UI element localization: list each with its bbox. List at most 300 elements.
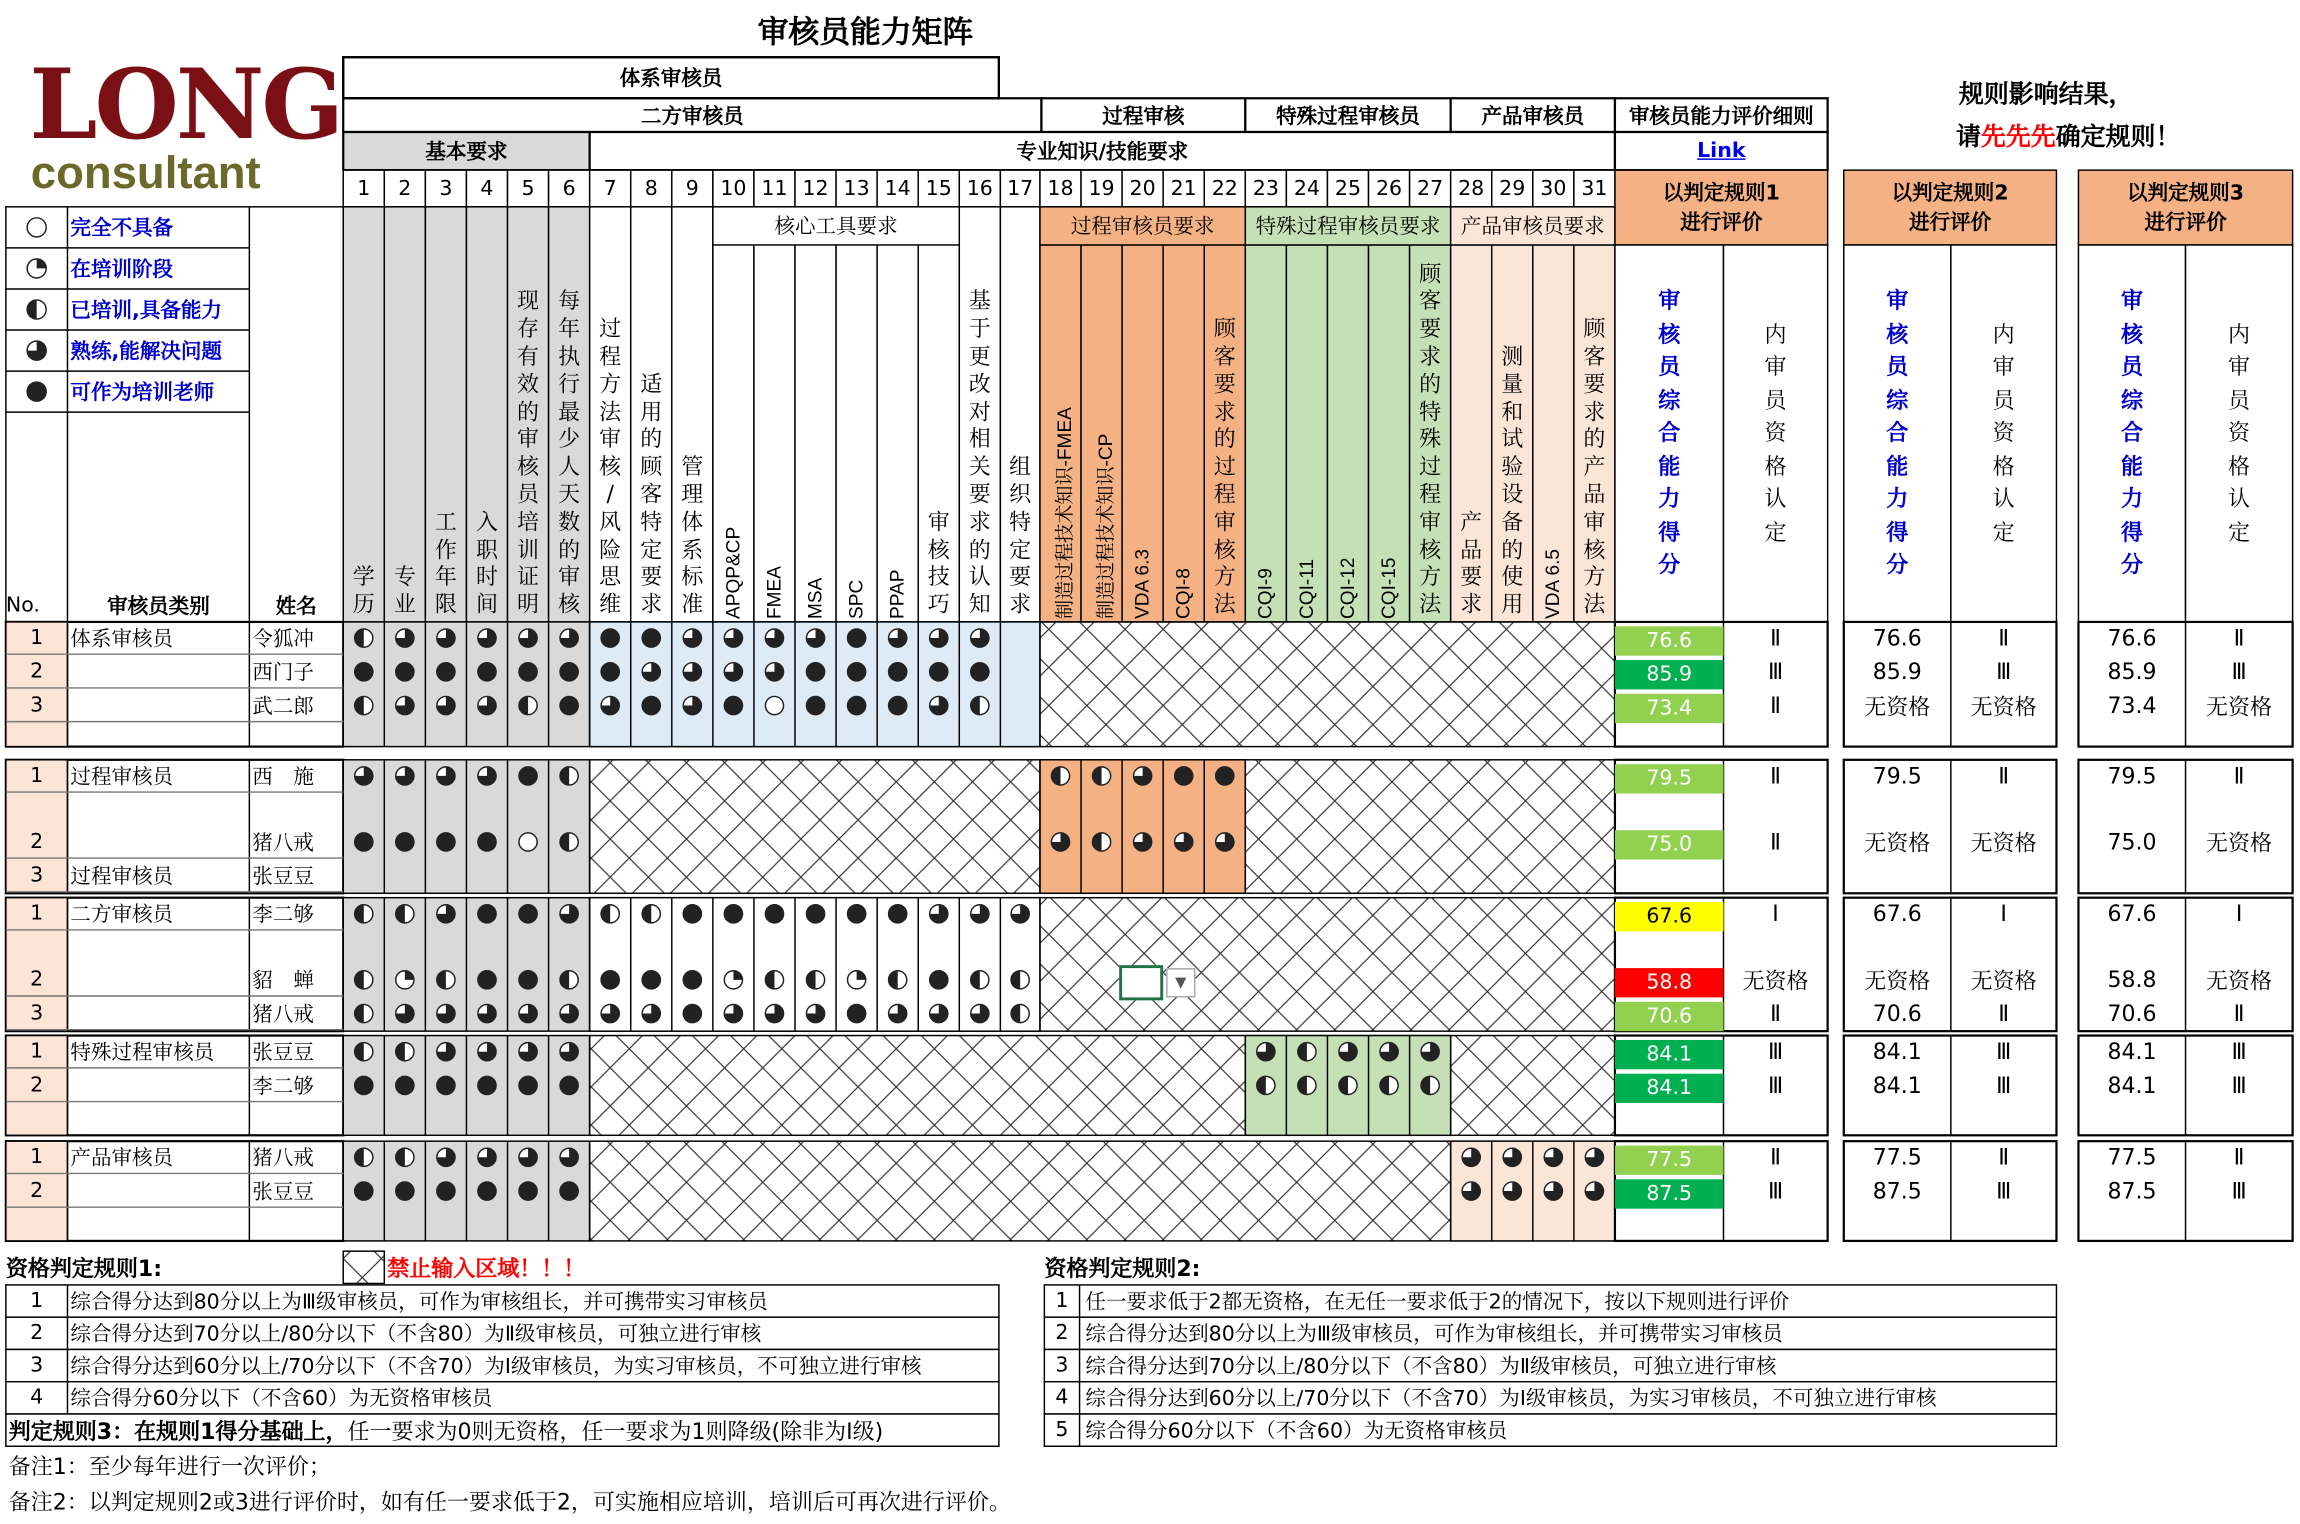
harvey-ball-icon: [724, 696, 742, 714]
harvey-ball-icon: [683, 663, 701, 681]
harvey-ball-icon: [889, 663, 907, 681]
harvey-ball-icon: [478, 1182, 496, 1200]
row-name: 猪八戒: [252, 831, 314, 856]
row-no: 3: [30, 863, 44, 888]
col-label-21: CQI-8: [1171, 568, 1194, 619]
col-number-20: 20: [1129, 176, 1156, 201]
harvey-ball-icon: [601, 905, 619, 923]
harvey-ball-icon: [806, 971, 824, 989]
rules1-title: 资格判定规则1:: [5, 1254, 162, 1282]
qual-value: [1723, 860, 1827, 892]
qual-value: Ⅲ: [1767, 1177, 1784, 1205]
harvey-ball-icon: [848, 629, 866, 647]
harvey-ball-icon: [930, 971, 948, 989]
rule2-score: 79.5: [1872, 762, 1922, 790]
score-value: 70.6: [1646, 1004, 1693, 1029]
rule1-num: 1: [30, 1289, 44, 1313]
rule3-qual: Ⅱ: [2233, 1000, 2245, 1027]
rule2-num: 2: [1055, 1321, 1069, 1346]
col-number-7: 7: [603, 176, 617, 201]
harvey-ball-icon: [396, 905, 414, 923]
harvey-ball-icon: [971, 905, 989, 923]
harvey-ball-icon: [437, 1043, 455, 1061]
harvey-ball-icon: [478, 1148, 496, 1166]
harvey-ball-icon: [1298, 1043, 1316, 1061]
legend-label-2: 已培训,具备能力: [70, 299, 222, 323]
harvey-ball-icon: [1011, 905, 1029, 923]
col-number-19: 19: [1088, 176, 1115, 201]
col-number-31: 31: [1581, 176, 1608, 201]
rule2-qual: [1951, 860, 2057, 892]
harvey-ball-icon: [724, 629, 742, 647]
col-label-15: 审 核 技 巧: [927, 508, 950, 618]
rule2-qual: 无资格: [1970, 967, 2037, 994]
col-number-21: 21: [1170, 176, 1197, 201]
harvey-ball-icon: [560, 663, 578, 681]
row-no: 1: [30, 902, 44, 926]
col-label-10: APQP&CP: [721, 526, 744, 619]
harvey-ball-icon: [1544, 1148, 1562, 1166]
rule2-qual: Ⅲ: [1996, 658, 2012, 685]
harvey-ball-icon: [765, 971, 783, 989]
col-number-30: 30: [1540, 176, 1567, 201]
row-category: [70, 656, 249, 688]
legend-harvey-icon-2: [27, 300, 46, 319]
qual-value: Ⅲ: [1767, 658, 1784, 685]
legend-harvey-icon-4: [27, 382, 46, 401]
harvey-ball-icon: [1421, 1076, 1439, 1094]
col-number-10: 10: [720, 176, 747, 201]
rule3-score: 85.9: [2107, 658, 2157, 685]
harvey-ball-icon: [396, 629, 414, 647]
harvey-ball-icon: [1380, 1043, 1398, 1061]
col-number-26: 26: [1375, 176, 1403, 201]
harvey-ball-icon: [519, 696, 537, 714]
company-logo: [26, 46, 342, 200]
qual-value: Ⅱ: [1770, 828, 1781, 856]
qual-value: Ⅲ: [1767, 1038, 1784, 1065]
logo-word-consultant: consultant: [30, 146, 261, 199]
rule3-score: 84.1: [2107, 1072, 2157, 1099]
harvey-ball-icon: [642, 629, 660, 647]
harvey-ball-icon: [396, 1182, 414, 1200]
harvey-ball-icon: [724, 905, 742, 923]
rule2-num: 3: [1055, 1353, 1069, 1378]
harvey-ball-icon: [355, 629, 373, 647]
rule3-qual: Ⅲ: [2231, 1038, 2247, 1065]
row-category: [70, 997, 249, 1029]
harvey-ball-icon: [601, 1004, 619, 1022]
rule2-score: 84.1: [1872, 1072, 1922, 1099]
rule2-score: 无资格: [1864, 829, 1931, 856]
harvey-ball-icon: [1421, 1043, 1439, 1061]
rule3-qual: 无资格: [2206, 967, 2273, 994]
row-no: 2: [30, 1073, 44, 1098]
col-number-3: 3: [439, 176, 453, 201]
rule2-qual: 无资格: [1970, 693, 2037, 720]
harvey-ball-icon: [478, 833, 496, 851]
notice-line2: 请 先先先 确定规则！: [1955, 122, 2181, 152]
col-label-11: FMEA: [762, 566, 785, 619]
rule1-text: 综合得分达到80分以上为Ⅲ级审核员，可作为审核组长，并可携带实习审核员: [70, 1290, 768, 1315]
score-col-header-label-3: 审 核 员 综 合 能 力 得 分: [2120, 287, 2143, 579]
rule2-num: 4: [1055, 1386, 1069, 1410]
harvey-ball-icon: [355, 1148, 373, 1166]
harvey-ball-icon: [560, 1076, 578, 1094]
row-category: 产品审核员: [70, 1147, 174, 1171]
rule3-score: 67.6: [2107, 900, 2157, 928]
harvey-ball-icon: [437, 1076, 455, 1094]
col-label-19: 制造过程技术知识-CP: [1094, 433, 1117, 619]
row-name: 令狐冲: [252, 627, 314, 652]
qual-col-header-label-1: 内 审 员 资 格 认 定: [1764, 320, 1787, 546]
harvey-ball-icon: [1216, 833, 1234, 851]
harvey-ball-icon: [806, 905, 824, 923]
rule3-qual: 无资格: [2206, 693, 2273, 720]
harvey-ball-icon: [1092, 833, 1110, 851]
harvey-ball-icon: [437, 767, 455, 785]
harvey-ball-icon: [1257, 1076, 1275, 1094]
rule3-qual: Ⅲ: [2231, 1177, 2247, 1205]
rule1-text: 综合得分达到60分以上/70分以下（不含70）为Ⅰ级审核员，为实习审核员，不可独立进行审核: [70, 1355, 922, 1379]
harvey-ball-icon: [478, 696, 496, 714]
row-name: 貂 蝉: [252, 969, 314, 994]
harvey-ball-icon: [1134, 767, 1152, 785]
harvey-ball-icon: [560, 971, 578, 989]
rule2-qual: Ⅲ: [1996, 1177, 2012, 1205]
row-category: 二方审核员: [70, 903, 174, 928]
harvey-ball-icon: [1216, 767, 1234, 785]
harvey-ball-icon: [683, 971, 701, 989]
row-no: 2: [30, 830, 44, 854]
harvey-ball-icon: [396, 833, 414, 851]
harvey-ball-icon: [765, 663, 783, 681]
row-category: 特殊过程审核员: [70, 1041, 215, 1065]
qual-value: Ⅲ: [1767, 1072, 1784, 1099]
col-label-20: VDA 6.3: [1130, 549, 1153, 619]
detail-link[interactable]: Link: [1697, 139, 1746, 163]
header-special-process-label: 特殊过程审核员: [1276, 104, 1420, 129]
forbidden-legend-swatch: [343, 1251, 384, 1283]
harvey-ball-icon: [437, 1004, 455, 1022]
qual-value: Ⅱ: [1770, 692, 1781, 719]
forbidden-label: 禁止输入区域！！！: [387, 1254, 586, 1282]
rule2-score: [1844, 860, 1951, 892]
col-label-26: CQI-15: [1377, 557, 1400, 619]
rule3-score: [2078, 860, 2185, 892]
harvey-ball-icon: [1585, 1182, 1603, 1200]
legend-label-3: 熟练,能解决问题: [70, 340, 222, 364]
harvey-ball-icon: [930, 629, 948, 647]
harvey-ball-icon: [1011, 1004, 1029, 1022]
harvey-ball-icon: [519, 1004, 537, 1022]
rule2-qual: 无资格: [1970, 829, 2037, 856]
qual-value: Ⅱ: [1770, 1000, 1781, 1027]
rule3-score: 58.8: [2107, 966, 2157, 994]
col-number-25: 25: [1334, 176, 1362, 201]
selected-cell[interactable]: [1119, 965, 1163, 1000]
harvey-ball-icon: [437, 629, 455, 647]
row-category: [70, 1175, 249, 1207]
col-label-29: 测 量 和 试 验 设 备 的 使 用: [1501, 343, 1524, 618]
rule3-qual: Ⅲ: [2231, 1072, 2247, 1099]
note-1: 备注1：至少每年进行一次评价；: [8, 1452, 331, 1480]
rule3-header-label: 以判定规则3进行评价: [2127, 181, 2245, 234]
rule2-qual: Ⅱ: [1998, 1144, 2010, 1171]
col-label-1: 学 历: [352, 563, 375, 618]
prof-col-header: [754, 207, 795, 622]
row-name: 猪八戒: [252, 1003, 314, 1027]
harvey-ball-icon: [806, 1004, 824, 1022]
rule3-qual: Ⅱ: [2233, 624, 2245, 652]
header-professional-label: 专业知识/技能要求: [1016, 140, 1189, 165]
row-no: 2: [30, 968, 44, 992]
col-label-3: 工 作 年 限: [434, 508, 457, 618]
harvey-ball-icon: [355, 663, 373, 681]
harvey-ball-icon: [889, 971, 907, 989]
header-product-req-label: 产品审核员要求: [1460, 215, 1605, 240]
forbidden-area: [590, 1036, 1615, 1136]
harvey-ball-icon: [355, 696, 373, 714]
rule2-score: 67.6: [1872, 900, 1922, 928]
row-name: 西门子: [252, 661, 314, 685]
harvey-ball-icon: [1051, 767, 1069, 785]
qual-value: 无资格: [1742, 967, 1809, 994]
harvey-ball-icon: [355, 833, 373, 851]
row-name: 张豆豆: [252, 1180, 314, 1205]
row-category: [70, 689, 249, 721]
col-label-5: 现 存 有 效 的 审 核 员 培 训 证 明: [517, 288, 540, 618]
col-label-12: MSA: [803, 577, 826, 619]
rule3-score: 76.6: [2107, 624, 2157, 652]
harvey-ball-icon: [971, 696, 989, 714]
row-name: 李二够: [252, 903, 314, 928]
harvey-ball-icon: [1544, 1182, 1562, 1200]
score-value: 84.1: [1646, 1076, 1693, 1101]
qual-value: Ⅱ: [1770, 1144, 1781, 1171]
harvey-ball-icon: [1503, 1182, 1521, 1200]
row-no: 3: [30, 1001, 44, 1026]
row-category: [70, 826, 249, 858]
rule1-num: 4: [30, 1386, 44, 1410]
harvey-ball-icon: [478, 1076, 496, 1094]
harvey-ball-icon: [930, 905, 948, 923]
harvey-ball-icon: [355, 767, 373, 785]
legend-label-1: 在培训阶段: [70, 258, 174, 282]
harvey-ball-icon: [765, 629, 783, 647]
row-category: [70, 1069, 249, 1101]
harvey-ball-icon: [642, 971, 660, 989]
col-number-12: 12: [802, 176, 829, 201]
col-label-8: 适 用 的 顾 客 特 定 要 求: [640, 370, 663, 618]
rule3-score: 75.0: [2107, 828, 2157, 856]
harvey-ball-icon: [1462, 1148, 1480, 1166]
harvey-ball-icon: [971, 629, 989, 647]
prof-col-header: [795, 207, 836, 622]
harvey-ball-icon: [1462, 1182, 1480, 1200]
rule2-qual: Ⅲ: [1996, 1038, 2012, 1065]
header-system-auditor-label: 体系审核员: [619, 67, 723, 91]
col-number-23: 23: [1252, 176, 1279, 201]
dropdown-arrow-icon[interactable]: ▼: [1166, 968, 1195, 997]
legend-harvey-icon-3: [27, 341, 46, 360]
row-no: 2: [30, 660, 44, 684]
harvey-ball-icon: [1175, 767, 1193, 785]
harvey-ball-icon: [355, 1076, 373, 1094]
harvey-ball-icon: [437, 1182, 455, 1200]
harvey-ball-icon: [396, 696, 414, 714]
harvey-ball-icon: [560, 1182, 578, 1200]
col-label-17: 组 织 特 定 要 求: [1009, 453, 1032, 618]
harvey-ball-icon: [1134, 833, 1152, 851]
notice-line1: 规则影响结果，: [1958, 79, 2134, 110]
col-label-7: 过 程 方 法 审 核 / 风 险 思 维: [599, 315, 622, 618]
col-number-24: 24: [1293, 176, 1320, 201]
harvey-ball-icon: [1298, 1076, 1316, 1094]
rule3-qual: Ⅱ: [2233, 1144, 2245, 1171]
rule3-qual: 无资格: [2206, 829, 2273, 856]
harvey-ball-icon: [396, 1148, 414, 1166]
page-title: 审核员能力矩阵: [757, 14, 974, 50]
harvey-ball-icon: [765, 1004, 783, 1022]
harvey-ball-icon: [848, 1004, 866, 1022]
col-label-23: CQI-9: [1254, 568, 1277, 619]
harvey-ball-icon: [519, 1043, 537, 1061]
harvey-ball-icon: [355, 905, 373, 923]
harvey-ball-icon: [519, 767, 537, 785]
rule1-text: 综合得分达到70分以上/80分以下（不含80）为Ⅱ级审核员，可独立进行审核: [70, 1323, 762, 1347]
harvey-ball-icon: [642, 663, 660, 681]
col-number-9: 9: [685, 176, 699, 201]
rule3-text: 判定规则3：在规则1得分基础上， 任一要求为0则无资格，任一要求为1则降级(除非为Ⅰ级): [8, 1417, 884, 1445]
rule2-num: 1: [1055, 1289, 1069, 1313]
harvey-ball-icon: [519, 905, 537, 923]
harvey-ball-icon: [930, 1004, 948, 1022]
harvey-ball-icon: [519, 1076, 537, 1094]
score-value: 67.6: [1646, 905, 1693, 929]
legend-harvey-icon-0: [27, 218, 46, 237]
harvey-ball-icon: [642, 905, 660, 923]
harvey-ball-icon: [1051, 833, 1069, 851]
harvey-ball-icon: [848, 663, 866, 681]
score-col-header-label-1: 审 核 员 综 合 能 力 得 分: [1658, 287, 1681, 579]
rule1-header-label: 以判定规则1进行评价: [1662, 181, 1780, 234]
rule1-num: 3: [30, 1353, 44, 1378]
col-number-18: 18: [1047, 176, 1074, 201]
harvey-ball-icon: [601, 629, 619, 647]
harvey-ball-icon: [560, 833, 578, 851]
rule2-num: 5: [1055, 1418, 1069, 1442]
col-label-14: PPAP: [885, 569, 908, 619]
col-number-1: 1: [357, 176, 371, 201]
qual-value: Ⅱ: [1770, 624, 1781, 652]
harvey-ball-icon: [683, 1004, 701, 1022]
row-no: 1: [30, 1039, 44, 1064]
harvey-ball-icon: [478, 905, 496, 923]
harvey-ball-icon: [478, 1004, 496, 1022]
score-value: 76.6: [1646, 629, 1693, 653]
header-category: 审核员类别: [107, 595, 210, 619]
col-number-15: 15: [925, 176, 952, 201]
header-process-req-label: 过程审核员要求: [1070, 215, 1215, 240]
score-value: 73.4: [1646, 696, 1693, 721]
row-category: 过程审核员: [70, 765, 174, 790]
rule3-score: 73.4: [2107, 692, 2157, 719]
score-value: 85.9: [1646, 662, 1693, 687]
harvey-ball-icon: [1380, 1076, 1398, 1094]
harvey-ball-icon: [355, 971, 373, 989]
row-no: 2: [30, 1179, 44, 1203]
score-value: 79.5: [1646, 767, 1693, 791]
rule2-score: 84.1: [1872, 1038, 1922, 1065]
harvey-ball-icon: [930, 696, 948, 714]
rule3-score: 84.1: [2107, 1038, 2157, 1065]
harvey-ball-icon: [806, 629, 824, 647]
rule3-qual: [2186, 860, 2293, 892]
process-col-header: [1163, 245, 1204, 622]
header-detail-label: 审核员能力评价细则: [1628, 104, 1814, 129]
row-category: [70, 964, 249, 996]
harvey-ball-icon: [1011, 971, 1029, 989]
score-col-header-label-2: 审 核 员 综 合 能 力 得 分: [1886, 287, 1909, 579]
harvey-ball-icon: [683, 629, 701, 647]
harvey-ball-icon: [724, 1004, 742, 1022]
col-label-28: 产 品 要 求: [1460, 508, 1483, 618]
harvey-ball-icon: [889, 696, 907, 714]
row-name: 张豆豆: [252, 1041, 314, 1065]
harvey-ball-icon: [355, 1043, 373, 1061]
harvey-ball-icon: [478, 663, 496, 681]
harvey-ball-icon: [806, 663, 824, 681]
harvey-ball-icon: [1503, 1148, 1521, 1166]
rule2-header-label: 以判定规则2进行评价: [1891, 181, 2009, 234]
row-category: 过程审核员: [70, 865, 174, 889]
row-name: 猪八戒: [252, 1147, 314, 1171]
rule2-text: 综合得分达到80分以上为Ⅲ级审核员，可作为审核组长，并可携带实习审核员: [1085, 1323, 1783, 1347]
row-name: 李二够: [252, 1075, 314, 1099]
harvey-ball-icon: [560, 1043, 578, 1061]
harvey-ball-icon: [1257, 1043, 1275, 1061]
col-number-22: 22: [1211, 176, 1238, 201]
rule2-score: 76.6: [1872, 624, 1922, 652]
col-number-11: 11: [761, 176, 788, 201]
col-number-16: 16: [966, 176, 993, 201]
harvey-ball-icon: [478, 971, 496, 989]
rule1-text: 综合得分60分以下（不含60）为无资格审核员: [70, 1387, 493, 1412]
harvey-ball-icon: [971, 971, 989, 989]
prof-col-header: [836, 207, 877, 622]
harvey-ball-icon: [437, 971, 455, 989]
row-no: 1: [30, 626, 44, 650]
harvey-ball-icon: [560, 1148, 578, 1166]
col-number-27: 27: [1417, 176, 1444, 201]
harvey-ball-icon: [724, 971, 742, 989]
harvey-ball-icon: [560, 696, 578, 714]
col-label-27: 顾 客 要 求 的 特 殊 过 程 审 核 方 法: [1419, 260, 1442, 618]
harvey-ball-icon: [478, 629, 496, 647]
col-number-17: 17: [1007, 176, 1034, 201]
qual-value: Ⅱ: [1770, 762, 1781, 790]
rule2-score: 无资格: [1864, 693, 1931, 720]
harvey-ball-icon: [889, 629, 907, 647]
col-number-4: 4: [480, 176, 494, 201]
col-label-31: 顾 客 要 求 的 产 品 审 核 方 法: [1583, 315, 1606, 618]
qual-value: Ⅰ: [1772, 900, 1779, 928]
row-no: 1: [30, 764, 44, 788]
header-process-audit-label: 过程审核: [1102, 104, 1185, 129]
harvey-ball-icon: [396, 971, 414, 989]
harvey-ball-icon: [437, 663, 455, 681]
